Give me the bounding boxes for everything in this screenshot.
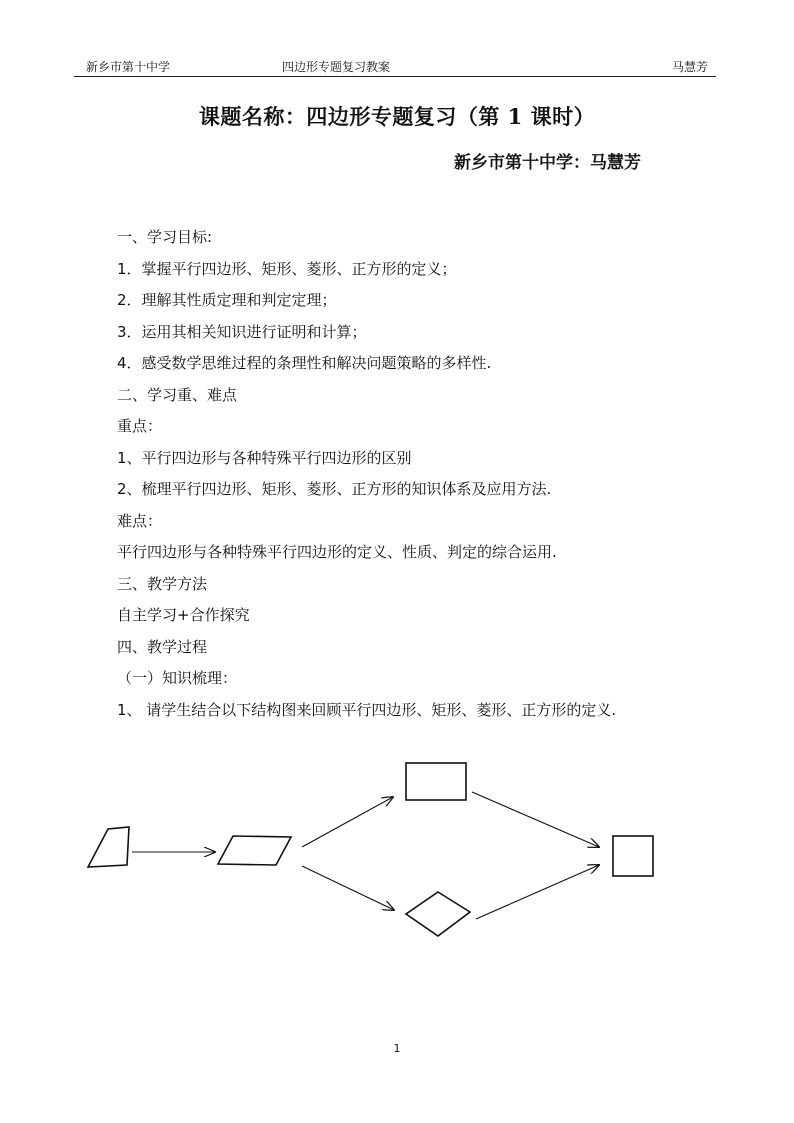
rhombus-shape (406, 892, 470, 936)
key-point-item: 2、梳理平行四边形、矩形、菱形、正方形的知识体系及应用方法. (117, 480, 552, 498)
subsection-heading: （一）知识梳理： (117, 669, 238, 687)
goal-item: 2．理解其性质定理和判定定理； (117, 291, 337, 309)
header-doc-title: 四边形专题复习教案 (282, 60, 391, 74)
square-shape (613, 836, 653, 876)
instruction-text: 1、 请学生结合以下结构图来回顾平行四边形、矩形、菱形、正方形的定义. (117, 700, 617, 719)
section-heading-process: 四、教学过程 (117, 637, 208, 656)
goal-item: 4．感受数学思维过程的条理性和解决问题策略的多样性. (117, 354, 492, 372)
rectangle-shape (406, 763, 466, 800)
goal-item: 1．掌握平行四边形、矩形、菱形、正方形的定义； (117, 259, 457, 278)
parallelogram-shape (218, 836, 291, 865)
page-title: 课题名称：四边形专题复习（第 1 课时） (198, 104, 596, 129)
header-school: 新乡市第十中学 (86, 60, 171, 74)
goal-item: 3．运用其相关知识进行证明和计算； (117, 322, 367, 341)
page-subtitle: 新乡市第十中学：马慧芳 (454, 153, 641, 173)
page-number: 1 (393, 1042, 401, 1055)
arrow-parallelogram-to-rhombus (302, 866, 394, 910)
section-heading-key-points: 二、学习重、难点 (117, 385, 238, 404)
arrow-rhombus-to-square (476, 865, 599, 919)
arrow-parallelogram-to-rectangle (302, 797, 393, 847)
arrow-rectangle-to-square (472, 792, 599, 847)
lesson-body (117, 226, 717, 730)
header-author: 马慧芳 (671, 60, 708, 74)
method-text: 自主学习+合作探究 (117, 606, 250, 624)
difficulty-label: 难点： (117, 511, 163, 530)
difficulty-item: 平行四边形与各种特殊平行四边形的定义、性质、判定的综合运用. (117, 543, 557, 561)
key-points-label: 重点： (117, 417, 163, 435)
section-heading-goals: 一、学习目标: (117, 228, 213, 246)
section-heading-method: 三、教学方法 (117, 574, 208, 593)
quadrilateral-relationship-diagram (80, 752, 680, 952)
quadrilateral-shape (88, 827, 129, 867)
header-divider (74, 76, 716, 77)
page-header (74, 56, 716, 76)
key-point-item: 1、平行四边形与各种特殊平行四边形的区别 (117, 448, 412, 467)
